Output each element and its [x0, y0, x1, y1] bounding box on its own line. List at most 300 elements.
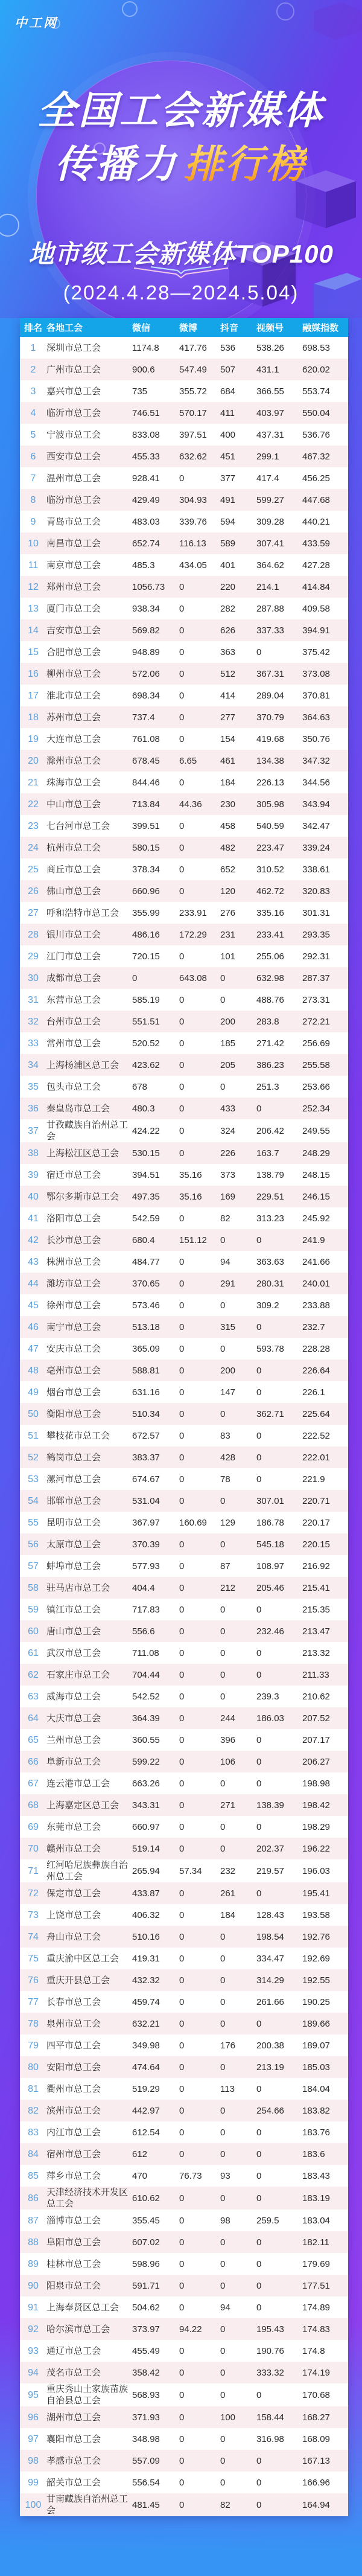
- wechat-cell: 480.3: [132, 1103, 155, 1114]
- union-name-cell: 临汾市总工会: [46, 494, 101, 505]
- weibo-cell: 0: [179, 690, 185, 701]
- videoaccount-cell: 0: [256, 647, 262, 657]
- wechat-cell: 663.26: [132, 1778, 160, 1789]
- table-row: [20, 1381, 348, 1403]
- table-row: [20, 2034, 348, 2056]
- douyin-cell: 147: [220, 1387, 236, 1398]
- rank-cell: 35: [28, 1081, 39, 1092]
- videoaccount-cell: 0: [256, 2455, 262, 2466]
- column-header-mediaindex: 融媒指数: [302, 323, 339, 333]
- mediaindex-cell: 183.6: [302, 2149, 325, 2159]
- weibo-cell: 417.76: [179, 342, 207, 353]
- videoaccount-cell: 0: [256, 1452, 262, 1463]
- videoaccount-cell: 0: [256, 1669, 262, 1680]
- wechat-cell: 348.98: [132, 2434, 160, 2444]
- wechat-cell: 711.08: [132, 1648, 159, 1658]
- weibo-cell: 0: [179, 1322, 185, 1332]
- videoaccount-cell: 540.59: [256, 820, 284, 831]
- wechat-cell: 423.62: [132, 1059, 160, 1070]
- union-name-cell: 邯郸市总工会: [46, 1495, 101, 1506]
- weibo-cell: 0: [179, 1713, 185, 1724]
- videoaccount-cell: 337.33: [256, 625, 284, 636]
- rank-cell: 62: [28, 1669, 39, 1680]
- date-range: (2024.4.28—2024.5.04): [63, 281, 299, 304]
- table-row: [20, 663, 348, 685]
- videoaccount-cell: 307.41: [256, 538, 284, 549]
- mediaindex-cell: 198.42: [302, 1800, 330, 1811]
- union-name-cell: 镇江市总工会: [46, 1604, 101, 1615]
- douyin-cell: 324: [220, 1125, 236, 1136]
- wechat-cell: 365.09: [132, 1343, 160, 1354]
- douyin-cell: 411: [220, 407, 235, 418]
- mediaindex-cell: 272.21: [302, 1016, 330, 1027]
- rank-cell: 20: [28, 755, 39, 766]
- videoaccount-cell: 261.66: [256, 1996, 284, 2007]
- douyin-cell: 0: [220, 1648, 226, 1658]
- rank-cell: 42: [28, 1235, 39, 1245]
- wechat-cell: 442.97: [132, 2105, 160, 2116]
- douyin-cell: 626: [220, 625, 236, 636]
- wechat-cell: 568.93: [132, 2389, 160, 2400]
- rank-cell: 30: [28, 973, 39, 983]
- videoaccount-cell: 367.31: [256, 668, 284, 679]
- table-row: [20, 489, 348, 511]
- douyin-cell: 433: [220, 1103, 236, 1114]
- rank-cell: 59: [28, 1604, 39, 1615]
- weibo-cell: 0: [179, 2193, 185, 2204]
- weibo-cell: 0: [179, 1734, 185, 1745]
- table-row: [20, 989, 348, 1011]
- douyin-cell: 0: [220, 1343, 226, 1354]
- union-name-cell: 滁州市总工会: [46, 755, 101, 766]
- wechat-cell: 510.16: [132, 1931, 160, 1942]
- wechat-cell: 470: [132, 2170, 148, 2181]
- videoaccount-cell: 206.42: [256, 1125, 284, 1136]
- rank-cell: 86: [28, 2193, 39, 2204]
- wechat-cell: 928.41: [132, 473, 160, 484]
- union-name-cell: 烟台市总工会: [46, 1387, 101, 1398]
- videoaccount-cell: 0: [256, 2499, 262, 2510]
- rank-cell: 75: [28, 1953, 39, 1964]
- weibo-cell: 304.93: [179, 494, 207, 505]
- weibo-cell: 0: [179, 2477, 185, 2488]
- mediaindex-cell: 198.29: [302, 1821, 330, 1832]
- rank-cell: 81: [28, 2083, 39, 2094]
- mediaindex-cell: 183.43: [302, 2170, 330, 2181]
- union-name-cell: 洛阳市总工会: [46, 1213, 101, 1224]
- mediaindex-cell: 338.61: [302, 864, 330, 875]
- mediaindex-cell: 433.59: [302, 538, 330, 549]
- union-name-cell: 唐山市总工会: [46, 1626, 101, 1637]
- douyin-cell: 185: [220, 1038, 236, 1049]
- rank-cell: 43: [28, 1256, 39, 1267]
- weibo-cell: 0: [179, 1648, 185, 1658]
- union-name-cell: 兰州市总工会: [46, 1734, 101, 1745]
- table-row: [20, 598, 348, 619]
- mediaindex-cell: 174.89: [302, 2302, 330, 2313]
- table-row: [20, 2143, 348, 2165]
- douyin-cell: 101: [220, 951, 236, 962]
- table-row: [20, 1251, 348, 1273]
- rank-cell: 63: [28, 1691, 39, 1702]
- weibo-cell: 0: [179, 2083, 185, 2094]
- union-name-cell: 嘉兴市总工会: [46, 386, 101, 397]
- videoaccount-cell: 309.28: [256, 516, 284, 527]
- mediaindex-cell: 192.55: [302, 1975, 330, 1986]
- douyin-cell: 212: [220, 1582, 236, 1593]
- douyin-cell: 169: [220, 1191, 236, 1202]
- rank-cell: 34: [28, 1059, 39, 1070]
- union-name-cell: 内江市总工会: [46, 2127, 101, 2138]
- table-body: [20, 337, 348, 2516]
- union-name-cell: 哈尔滨市总工会: [46, 2324, 110, 2335]
- union-name-cell: 阜阳市总工会: [46, 2237, 101, 2248]
- table-row: [20, 837, 348, 858]
- videoaccount-cell: 198.54: [256, 1931, 284, 1942]
- wechat-cell: 504.62: [132, 2302, 160, 2313]
- weibo-cell: 0: [179, 1038, 185, 1049]
- douyin-cell: 0: [220, 1691, 226, 1702]
- douyin-cell: 184: [220, 777, 236, 788]
- rank-cell: 36: [28, 1103, 39, 1114]
- weibo-cell: 0: [179, 2389, 185, 2400]
- table-row: [20, 424, 348, 446]
- column-header-weibo: 微博: [179, 323, 198, 333]
- videoaccount-cell: 0: [256, 2280, 262, 2291]
- union-name-cell: 常州市总工会: [46, 1038, 101, 1049]
- table-row: [20, 1011, 348, 1032]
- table-row: [20, 2253, 348, 2275]
- videoaccount-cell: 0: [256, 2258, 262, 2269]
- union-name-cell: 上海杨浦区总工会: [46, 1059, 119, 1070]
- mediaindex-cell: 248.29: [302, 1148, 330, 1159]
- wechat-cell: 573.46: [132, 1300, 160, 1311]
- table-row: [20, 2275, 348, 2296]
- table-row: [20, 1686, 348, 1707]
- rank-cell: 39: [28, 1169, 39, 1180]
- union-name-cell: 赣州市总工会: [46, 1843, 101, 1854]
- douyin-cell: 451: [220, 451, 236, 462]
- mediaindex-cell: 182.11: [302, 2237, 329, 2248]
- douyin-cell: 129: [220, 1517, 236, 1528]
- mediaindex-cell: 394.91: [302, 625, 330, 636]
- weibo-cell: 35.16: [179, 1191, 202, 1202]
- mediaindex-cell: 189.07: [302, 2040, 330, 2051]
- weibo-cell: 0: [179, 1300, 185, 1311]
- wechat-cell: 660.96: [132, 886, 160, 896]
- table-row: [20, 2013, 348, 2034]
- union-name-cell: 天津经济技术开发区总工会: [46, 2187, 129, 2209]
- table-row: [20, 706, 348, 728]
- table-row: [20, 380, 348, 402]
- main-title-white: 传播力: [55, 142, 178, 187]
- rank-cell: 3: [30, 386, 36, 397]
- videoaccount-cell: 214.1: [256, 581, 279, 592]
- wechat-cell: 557.09: [132, 2455, 160, 2466]
- mediaindex-cell: 249.55: [302, 1125, 330, 1136]
- mediaindex-cell: 456.25: [302, 473, 330, 484]
- rank-cell: 32: [28, 1016, 39, 1027]
- mediaindex-cell: 467.32: [302, 451, 330, 462]
- union-name-cell: 宿迁市总工会: [46, 1169, 101, 1180]
- douyin-cell: 652: [220, 864, 236, 875]
- wechat-cell: 542.59: [132, 1213, 160, 1224]
- union-name-cell: 阜新市总工会: [46, 1756, 101, 1767]
- wechat-cell: 551.51: [132, 1016, 160, 1027]
- rank-cell: 99: [28, 2477, 39, 2488]
- rank-cell: 78: [28, 2018, 39, 2029]
- mediaindex-cell: 198.98: [302, 1778, 330, 1789]
- videoaccount-cell: 0: [256, 2170, 262, 2181]
- rank-cell: 8: [30, 494, 36, 505]
- mediaindex-cell: 164.94: [302, 2499, 330, 2510]
- mediaindex-cell: 240.01: [302, 1278, 330, 1289]
- table-row: [20, 2340, 348, 2362]
- union-name-cell: 上海嘉定区总工会: [46, 1800, 119, 1811]
- videoaccount-cell: 363.63: [256, 1256, 284, 1267]
- weibo-cell: 0: [179, 668, 185, 679]
- videoaccount-cell: 0: [256, 1387, 262, 1398]
- rank-cell: 38: [28, 1148, 39, 1159]
- wechat-cell: 459.74: [132, 1996, 160, 2007]
- table-row: [20, 532, 348, 554]
- douyin-cell: 0: [220, 2258, 226, 2269]
- douyin-cell: 684: [220, 386, 236, 397]
- videoaccount-cell: 0: [256, 1430, 262, 1441]
- table-row: [20, 1316, 348, 1338]
- videoaccount-cell: 283.8: [256, 1016, 279, 1027]
- rank-cell: 95: [28, 2389, 39, 2400]
- column-header-rank: 排名: [24, 323, 42, 333]
- mediaindex-cell: 174.8: [302, 2345, 325, 2356]
- wechat-cell: 360.55: [132, 1734, 160, 1745]
- main-title-line1: 全国工会新媒体: [37, 89, 325, 132]
- douyin-cell: 220: [220, 581, 236, 592]
- mediaindex-cell: 339.24: [302, 842, 330, 853]
- wechat-cell: 610.62: [132, 2193, 160, 2204]
- videoaccount-cell: 488.76: [256, 994, 284, 1005]
- videoaccount-cell: 0: [256, 2237, 262, 2248]
- wechat-cell: 378.34: [132, 864, 160, 875]
- union-name-cell: 太原市总工会: [46, 1539, 101, 1550]
- mediaindex-cell: 192.76: [302, 1931, 330, 1942]
- videoaccount-cell: 254.66: [256, 2105, 284, 2116]
- table-row: [20, 1642, 348, 1664]
- weibo-cell: 0: [179, 2258, 185, 2269]
- videoaccount-cell: 545.18: [256, 1539, 284, 1550]
- rank-cell: 51: [28, 1430, 39, 1441]
- weibo-cell: 151.12: [179, 1235, 207, 1245]
- douyin-cell: 0: [220, 2455, 226, 2466]
- weibo-cell: 0: [179, 1756, 185, 1767]
- mediaindex-cell: 241.9: [302, 1235, 325, 1245]
- weibo-cell: 0: [179, 994, 185, 1005]
- union-name-cell: 萍乡市总工会: [46, 2170, 101, 2181]
- mediaindex-cell: 183.19: [302, 2193, 330, 2204]
- table-row: [20, 359, 348, 380]
- rank-cell: 14: [28, 625, 39, 636]
- union-name-cell: 桂林市总工会: [46, 2258, 101, 2269]
- wechat-cell: 483.03: [132, 516, 160, 527]
- title-block: [0, 91, 362, 185]
- table-row: [20, 1555, 348, 1577]
- douyin-cell: 428: [220, 1452, 236, 1463]
- union-name-cell: 孝感市总工会: [46, 2455, 101, 2466]
- rank-cell: 23: [28, 820, 39, 831]
- table-row: [20, 2231, 348, 2253]
- rank-cell: 11: [28, 560, 39, 570]
- videoaccount-cell: 239.3: [256, 1691, 279, 1702]
- union-name-cell: 秦皇岛市总工会: [46, 1103, 110, 1114]
- wechat-cell: 373.97: [132, 2324, 160, 2335]
- table-row: [20, 1707, 348, 1729]
- union-name-cell: 蚌埠市总工会: [46, 1561, 101, 1571]
- videoaccount-cell: 0: [256, 1235, 262, 1245]
- videoaccount-cell: 287.88: [256, 603, 284, 614]
- union-name-cell: 亳州市总工会: [46, 1365, 101, 1376]
- union-name-cell: 通辽市总工会: [46, 2345, 101, 2356]
- videoaccount-cell: 307.01: [256, 1495, 284, 1506]
- videoaccount-cell: 233.41: [256, 929, 284, 940]
- mediaindex-cell: 287.37: [302, 973, 330, 983]
- union-name-cell: 连云港市总工会: [46, 1778, 110, 1789]
- videoaccount-cell: 223.47: [256, 842, 284, 853]
- zhonggongwang-logo: 中工网: [14, 16, 58, 30]
- rank-cell: 1: [30, 342, 36, 353]
- douyin-cell: 261: [220, 1888, 236, 1899]
- weibo-cell: 0: [179, 1059, 185, 1070]
- rank-cell: 19: [28, 733, 39, 744]
- videoaccount-cell: 0: [256, 1474, 262, 1485]
- union-name-cell: 西安市总工会: [46, 451, 101, 462]
- union-name-cell: 重庆秀山土家族苗族自治县总工会: [46, 2384, 129, 2406]
- douyin-cell: 373: [220, 1169, 236, 1180]
- weibo-cell: 0: [179, 2302, 185, 2313]
- rank-cell: 90: [28, 2280, 39, 2291]
- videoaccount-cell: 0: [256, 2083, 262, 2094]
- wechat-cell: 383.37: [132, 1452, 160, 1463]
- mediaindex-cell: 553.74: [302, 386, 330, 397]
- weibo-cell: 0: [179, 1604, 185, 1615]
- douyin-cell: 363: [220, 647, 236, 657]
- weibo-cell: 172.29: [179, 929, 207, 940]
- douyin-cell: 98: [220, 2215, 230, 2226]
- douyin-cell: 400: [220, 429, 236, 440]
- rank-cell: 67: [28, 1778, 39, 1789]
- weibo-cell: 0: [179, 2455, 185, 2466]
- table-row: [20, 2100, 348, 2121]
- table-row: [20, 1032, 348, 1054]
- mediaindex-cell: 342.47: [302, 820, 330, 831]
- union-name-cell: 红河哈尼族彝族自治州总工会: [46, 1860, 129, 1882]
- weibo-cell: 44.36: [179, 799, 202, 810]
- videoaccount-cell: 195.43: [256, 2324, 284, 2335]
- union-name-cell: 东莞市总工会: [46, 1821, 101, 1832]
- douyin-cell: 0: [220, 2018, 226, 2029]
- table-row: [20, 2428, 348, 2450]
- mediaindex-cell: 375.42: [302, 647, 330, 657]
- weibo-cell: 0: [179, 1931, 185, 1942]
- rank-cell: 92: [28, 2324, 39, 2335]
- videoaccount-cell: 309.2: [256, 1300, 279, 1311]
- videoaccount-cell: 280.31: [256, 1278, 284, 1289]
- rank-cell: 28: [28, 929, 39, 940]
- table-row: [20, 772, 348, 793]
- weibo-cell: 0: [179, 1474, 185, 1485]
- douyin-cell: 226: [220, 1148, 236, 1159]
- union-name-cell: 徐州市总工会: [46, 1300, 101, 1311]
- table-row: [20, 619, 348, 641]
- douyin-cell: 0: [220, 1539, 226, 1550]
- douyin-cell: 0: [220, 994, 226, 1005]
- union-name-cell: 成都市总工会: [46, 973, 101, 983]
- wechat-cell: 343.31: [132, 1800, 160, 1811]
- douyin-cell: 0: [220, 2193, 226, 2204]
- column-header-union: 各地工会: [46, 323, 83, 333]
- weibo-cell: 76.73: [179, 2170, 202, 2181]
- table-row: [20, 2296, 348, 2318]
- weibo-cell: 434.05: [179, 560, 207, 570]
- rank-cell: 85: [28, 2170, 39, 2181]
- rank-cell: 41: [28, 1213, 39, 1224]
- rank-cell: 70: [28, 1843, 39, 1854]
- mediaindex-cell: 536.76: [302, 429, 330, 440]
- wechat-cell: 735: [132, 386, 148, 397]
- union-name-cell: 银川市总工会: [46, 929, 101, 940]
- union-name-cell: 石家庄市总工会: [46, 1669, 110, 1680]
- union-name-cell: 吉安市总工会: [46, 625, 101, 636]
- weibo-cell: 0: [179, 2412, 185, 2423]
- videoaccount-cell: 310.52: [256, 864, 284, 875]
- union-name-cell: 温州市总工会: [46, 473, 101, 484]
- wechat-cell: 406.32: [132, 1910, 160, 1920]
- union-name-cell: 江门市总工会: [46, 951, 101, 962]
- bubble-icon: [122, 1, 138, 17]
- column-header-videoaccount: 视频号: [256, 323, 284, 333]
- weibo-cell: 0: [179, 1996, 185, 2007]
- mediaindex-cell: 222.01: [302, 1452, 330, 1463]
- weibo-cell: 0: [179, 733, 185, 744]
- videoaccount-cell: 333.32: [256, 2367, 284, 2378]
- wechat-cell: 632.21: [132, 2018, 160, 2029]
- weibo-cell: 94.22: [179, 2324, 202, 2335]
- table-row: [20, 924, 348, 945]
- wechat-cell: 631.16: [132, 1387, 160, 1398]
- weibo-cell: 0: [179, 2237, 185, 2248]
- subtitle-banner: 地市级工会新媒体TOP100: [28, 240, 334, 268]
- douyin-cell: 491: [220, 494, 236, 505]
- table-row: [20, 641, 348, 663]
- table-row: [20, 1533, 348, 1555]
- mediaindex-cell: 226.64: [302, 1365, 330, 1376]
- union-name-cell: 淮北市总工会: [46, 690, 101, 701]
- union-name-cell: 南昌市总工会: [46, 538, 101, 549]
- douyin-cell: 120: [220, 886, 236, 896]
- rank-cell: 49: [28, 1387, 39, 1398]
- weibo-cell: 0: [179, 886, 185, 896]
- weibo-cell: 0: [179, 1081, 185, 1092]
- union-name-cell: 淄博市总工会: [46, 2215, 101, 2226]
- union-name-cell: 漯河市总工会: [46, 1474, 101, 1485]
- union-name-cell: 甘孜藏族自治州总工会: [46, 1120, 129, 1142]
- weibo-cell: 0: [179, 842, 185, 853]
- table-row: [20, 902, 348, 924]
- rank-cell: 88: [28, 2237, 39, 2248]
- wechat-cell: 577.93: [132, 1561, 160, 1571]
- weibo-cell: 0: [179, 2215, 185, 2226]
- table-row: [20, 1882, 348, 1904]
- wechat-cell: 419.31: [132, 1953, 160, 1964]
